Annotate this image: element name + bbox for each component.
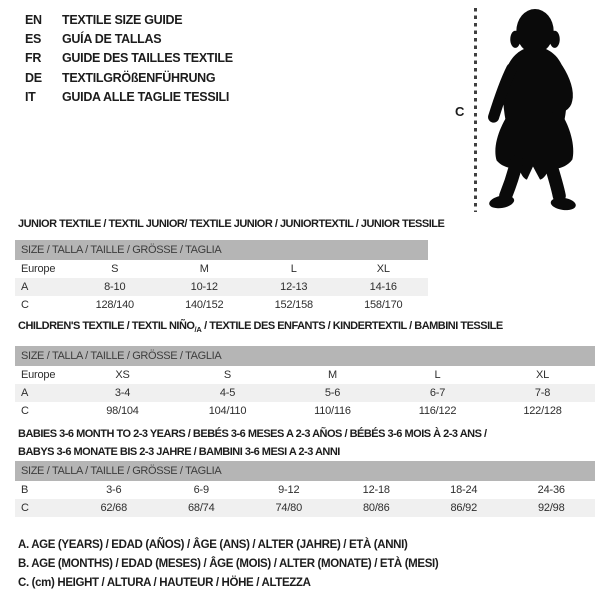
language-code: IT [25, 89, 36, 104]
height-cell: 128/140 [95, 299, 134, 311]
age-cell: 12-18 [362, 484, 390, 496]
height-cell: 116/122 [418, 405, 457, 417]
table-row-age-months [15, 481, 595, 499]
row-label: Europe [21, 263, 56, 275]
language-row-es [25, 29, 233, 48]
age-cell: 6-7 [429, 387, 446, 399]
note-height-cm: C. (cm) HEIGHT / ALTURA / HAUTEUR / HÖHE / ALTEZZA [18, 577, 311, 589]
language-title-list [25, 10, 233, 106]
age-cell: 18-24 [450, 484, 478, 496]
size-cell: XS [115, 369, 130, 381]
age-cell: 6-9 [193, 484, 209, 496]
note-age-months: B. AGE (MONTHS) / EDAD (MESES) / ÂGE (MOIS) / ALTER (MONATE) / ETÀ (MESI) [18, 558, 439, 570]
babies-title-line2: BABYS 3-6 MONATE BIS 2-3 JAHRE / BAMBINI 3-6 MESI A 2-3 ANNI [18, 446, 340, 459]
age-cell: 7-8 [534, 387, 551, 399]
language-code: EN [25, 12, 42, 27]
size-cell: M [199, 263, 209, 275]
table-row-height [15, 499, 595, 517]
table-row-height [15, 296, 428, 314]
junior-size-table [15, 240, 428, 314]
junior-section-title: JUNIOR TEXTILE / TEXTIL JUNIOR/ TEXTILE JUNIOR / JUNIORTEXTIL / JUNIOR TESSILE [18, 218, 445, 230]
age-cell: 24-36 [537, 484, 565, 496]
age-cell: 14-16 [369, 281, 397, 293]
row-label: A [21, 387, 29, 399]
height-cell: 104/110 [208, 405, 247, 417]
row-label: C [21, 299, 29, 311]
height-cell: 158/170 [364, 299, 403, 311]
height-cell: 122/128 [523, 405, 562, 417]
guide-title: GUIDE DES TAILLES TEXTILE [62, 51, 233, 66]
height-cell: 80/86 [362, 502, 390, 514]
row-label: C [21, 405, 29, 417]
size-cell: S [223, 369, 232, 381]
size-cell: S [111, 263, 119, 275]
language-row-en [25, 10, 233, 29]
babies-size-table [15, 461, 595, 517]
language-code: DE [25, 70, 42, 85]
size-cell: L [290, 263, 297, 275]
table-row-europe [15, 260, 428, 278]
age-cell: 5-6 [324, 387, 341, 399]
age-cell: 9-12 [278, 484, 300, 496]
language-row-de [25, 68, 233, 87]
row-label: Europe [21, 369, 56, 381]
height-cell: 86/92 [450, 502, 478, 514]
table-row-age [15, 384, 595, 402]
size-cell: L [434, 369, 441, 381]
guide-title: TEXTILGRÖßENFÜHRUNG [62, 70, 216, 85]
height-measure-dashed-line [474, 8, 477, 212]
language-row-it [25, 87, 233, 106]
language-row-fr [25, 49, 233, 68]
table-row-age [15, 278, 428, 296]
height-cell: 98/104 [106, 405, 139, 417]
height-cell: 74/80 [275, 502, 303, 514]
height-cell: 152/158 [274, 299, 313, 311]
size-cell: XL [535, 369, 550, 381]
row-label: C [21, 502, 29, 514]
age-cell: 8-10 [104, 281, 126, 293]
children-size-table [15, 346, 595, 420]
age-cell: 3-6 [106, 484, 122, 496]
table-row-europe [15, 366, 595, 384]
row-label: B [21, 484, 29, 496]
size-header-bar: SIZE / TALLA / TAILLE / GRÖSSE / TAGLIA [15, 461, 595, 481]
height-cell: 92/98 [537, 502, 565, 514]
height-measure-label: C [455, 104, 465, 119]
babies-section-title [18, 425, 487, 462]
baby-silhouette-icon [487, 6, 583, 212]
children-title-subscript: /A [194, 325, 202, 335]
size-cell: XL [376, 263, 390, 275]
height-cell: 140/152 [185, 299, 224, 311]
guide-title: TEXTILE SIZE GUIDE [62, 12, 183, 27]
guide-title: GUIDA ALLE TAGLIE TESSILI [62, 89, 230, 104]
age-cell: 3-4 [114, 387, 131, 399]
size-header-bar: SIZE / TALLA / TAILLE / GRÖSSE / TAGLIA [15, 346, 595, 366]
age-cell: 12-13 [280, 281, 308, 293]
language-code: ES [25, 31, 42, 46]
children-section-title [18, 320, 503, 334]
height-cell: 68/74 [187, 502, 215, 514]
age-cell: 4-5 [219, 387, 236, 399]
children-title-suffix: / TEXTILE DES ENFANTS / KINDERTEXTIL / BAMBINI TESSILE [201, 320, 503, 332]
size-header-bar: SIZE / TALLA / TAILLE / GRÖSSE / TAGLIA [15, 240, 428, 260]
height-cell: 62/68 [100, 502, 128, 514]
height-cell: 110/116 [314, 405, 351, 417]
size-cell: M [328, 369, 337, 381]
row-label: A [21, 281, 29, 293]
language-code: FR [25, 51, 42, 66]
guide-title: GUÍA DE TALLAS [62, 31, 162, 46]
note-age-years: A. AGE (YEARS) / EDAD (AÑOS) / ÂGE (ANS) / ALTER (JAHRE) / ETÀ (ANNI) [18, 539, 408, 551]
babies-title-line1: BABIES 3-6 MONTH TO 2-3 YEARS / BEBÉS 3-6 MESES A 2-3 AÑOS / BÉBÉS 3-6 MOIS À 2-3 ANS / [18, 428, 487, 440]
table-row-height [15, 402, 595, 420]
legend-notes [18, 536, 438, 593]
age-cell: 10-12 [190, 281, 218, 293]
children-title-prefix: CHILDREN'S TEXTILE / TEXTIL NIÑO [18, 320, 195, 332]
